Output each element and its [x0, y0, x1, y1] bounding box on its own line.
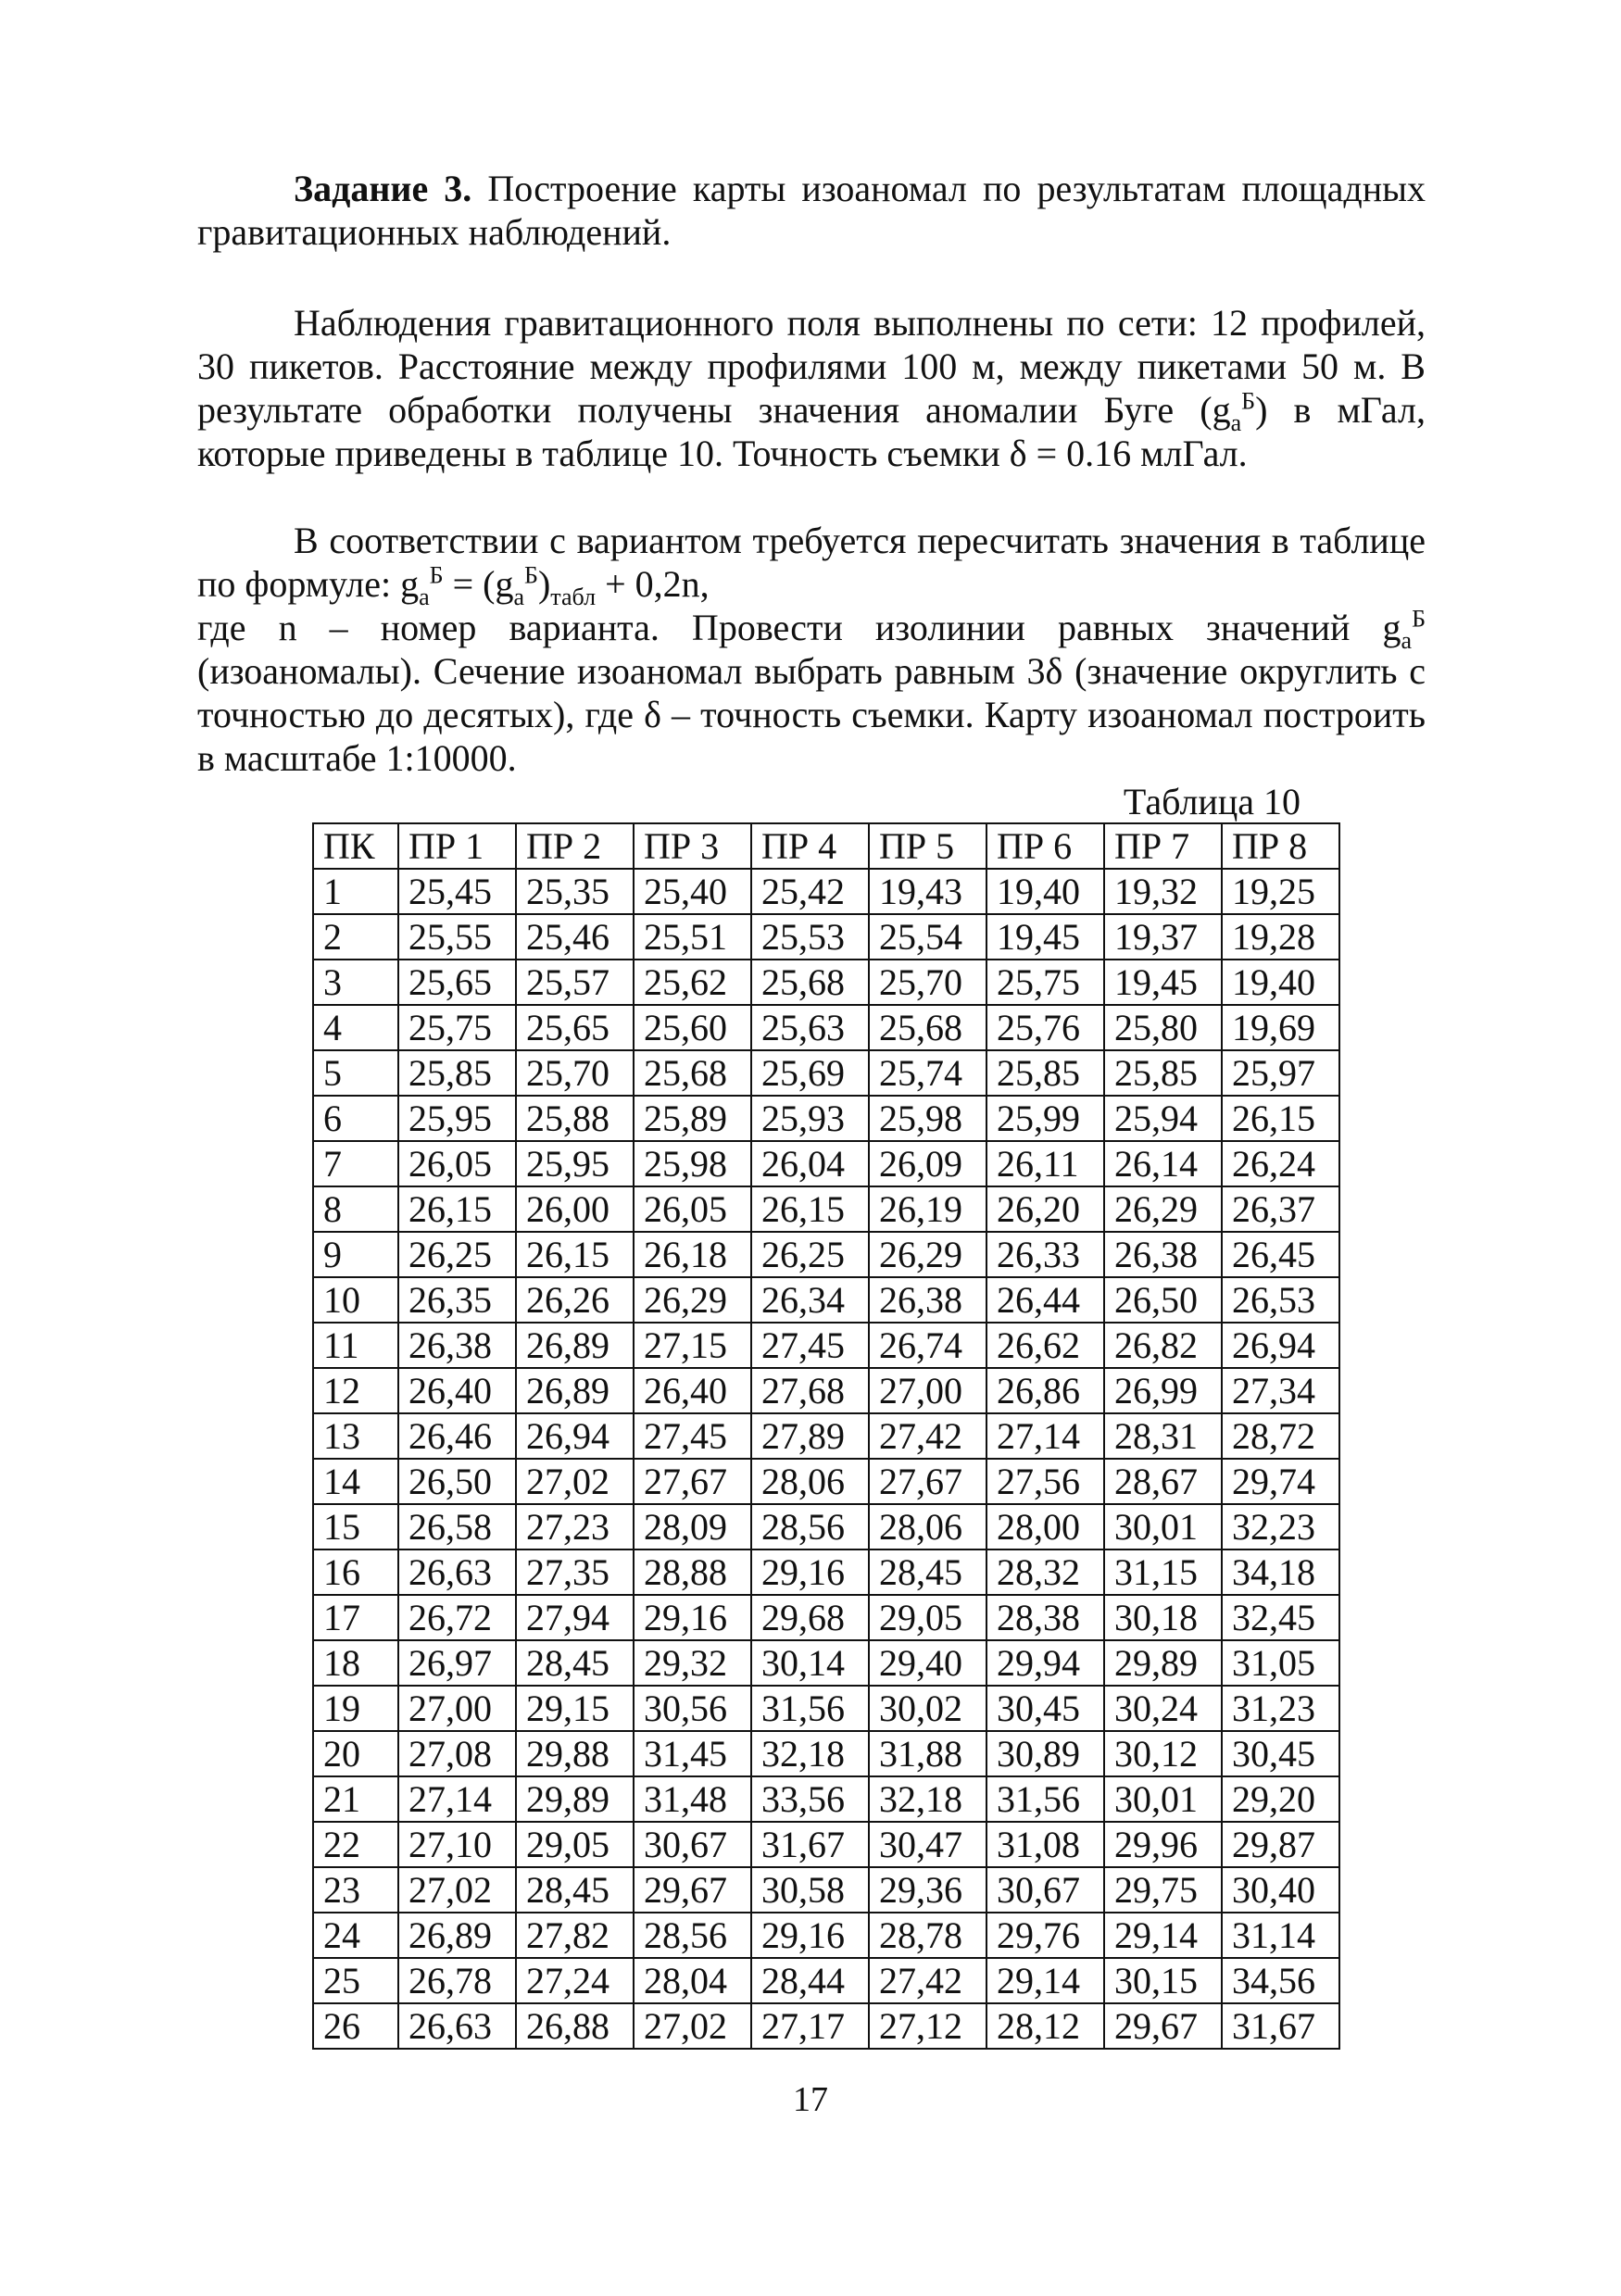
- anomaly-value-cell: 29,05: [869, 1595, 986, 1640]
- anomaly-value-cell: 26,97: [398, 1640, 516, 1686]
- anomaly-value-cell: 26,20: [986, 1186, 1104, 1232]
- picket-number-cell: 17: [313, 1595, 398, 1640]
- anomaly-value-cell: 26,15: [516, 1232, 634, 1277]
- anomaly-value-cell: 26,05: [634, 1186, 751, 1232]
- anomaly-value-cell: 25,75: [398, 1005, 516, 1050]
- anomaly-value-cell: 26,35: [398, 1277, 516, 1323]
- anomaly-value-cell: 27,68: [751, 1368, 869, 1413]
- subscript-a: a: [513, 583, 525, 610]
- anomaly-value-cell: 26,38: [1104, 1232, 1222, 1277]
- observation-text-b: ) в мГал, которые приведены в таблице 10. Точность съемки δ = 0.16 млГал.: [197, 389, 1426, 474]
- anomaly-value-cell: 34,56: [1222, 1958, 1339, 2003]
- table-row: [313, 1913, 1339, 1958]
- header-cell-profile: ПР 7: [1104, 823, 1222, 869]
- picket-number-cell: 5: [313, 1050, 398, 1096]
- anomaly-value-cell: 26,63: [398, 2003, 516, 2049]
- table-row: [313, 1549, 1339, 1595]
- picket-number-cell: 20: [313, 1731, 398, 1776]
- anomaly-value-cell: 30,45: [1222, 1731, 1339, 1776]
- anomaly-value-cell: 29,36: [869, 1867, 986, 1913]
- anomaly-value-cell: 26,15: [398, 1186, 516, 1232]
- anomaly-value-cell: 31,56: [751, 1686, 869, 1731]
- anomaly-value-cell: 29,88: [516, 1731, 634, 1776]
- anomaly-value-cell: 27,12: [869, 2003, 986, 2049]
- anomaly-value-cell: 19,43: [869, 869, 986, 914]
- table-row: [313, 1232, 1339, 1277]
- anomaly-value-cell: 25,65: [516, 1005, 634, 1050]
- anomaly-value-cell: 26,62: [986, 1323, 1104, 1368]
- anomaly-value-cell: 26,99: [1104, 1368, 1222, 1413]
- task-title: Задание 3.: [294, 168, 472, 209]
- anomaly-value-cell: 32,23: [1222, 1504, 1339, 1549]
- anomaly-value-cell: 31,48: [634, 1776, 751, 1822]
- anomaly-value-cell: 28,12: [986, 2003, 1104, 2049]
- anomaly-value-cell: 29,74: [1222, 1459, 1339, 1504]
- table-row: [313, 1141, 1339, 1186]
- header-cell-profile: ПР 6: [986, 823, 1104, 869]
- anomaly-value-cell: 29,05: [516, 1822, 634, 1867]
- anomaly-value-cell: 32,18: [869, 1776, 986, 1822]
- picket-number-cell: 24: [313, 1913, 398, 1958]
- anomaly-value-cell: 30,67: [986, 1867, 1104, 1913]
- table-body: [313, 869, 1339, 2049]
- picket-number-cell: 26: [313, 2003, 398, 2049]
- table-row: [313, 1368, 1339, 1413]
- picket-number-cell: 25: [313, 1958, 398, 2003]
- anomaly-value-cell: 32,18: [751, 1731, 869, 1776]
- anomaly-value-cell: 27,56: [986, 1459, 1104, 1504]
- anomaly-value-cell: 27,10: [398, 1822, 516, 1867]
- anomaly-value-cell: 30,18: [1104, 1595, 1222, 1640]
- anomaly-value-cell: 26,63: [398, 1549, 516, 1595]
- anomaly-value-cell: 19,28: [1222, 914, 1339, 960]
- anomaly-value-cell: 30,15: [1104, 1958, 1222, 2003]
- anomaly-value-cell: 25,54: [869, 914, 986, 960]
- anomaly-value-cell: 30,45: [986, 1686, 1104, 1731]
- anomaly-value-cell: 26,45: [1222, 1232, 1339, 1277]
- anomaly-value-cell: 30,14: [751, 1640, 869, 1686]
- anomaly-value-cell: 30,56: [634, 1686, 751, 1731]
- anomaly-value-cell: 25,75: [986, 960, 1104, 1005]
- anomaly-value-cell: 31,05: [1222, 1640, 1339, 1686]
- anomaly-value-cell: 26,38: [398, 1323, 516, 1368]
- anomaly-value-cell: 26,04: [751, 1141, 869, 1186]
- anomaly-value-cell: 27,89: [751, 1413, 869, 1459]
- table-row: [313, 1595, 1339, 1640]
- anomaly-value-cell: 31,88: [869, 1731, 986, 1776]
- table-row: [313, 1822, 1339, 1867]
- anomaly-value-cell: 28,31: [1104, 1413, 1222, 1459]
- table-row: [313, 914, 1339, 960]
- anomaly-value-cell: 29,14: [1104, 1913, 1222, 1958]
- anomaly-value-cell: 27,35: [516, 1549, 634, 1595]
- anomaly-value-cell: 26,19: [869, 1186, 986, 1232]
- anomaly-value-cell: 25,68: [869, 1005, 986, 1050]
- anomaly-value-cell: 26,40: [398, 1368, 516, 1413]
- anomaly-value-cell: 29,76: [986, 1913, 1104, 1958]
- anomaly-value-cell: 25,95: [516, 1141, 634, 1186]
- picket-number-cell: 4: [313, 1005, 398, 1050]
- anomaly-value-cell: 30,24: [1104, 1686, 1222, 1731]
- task-title-rest: Построение карты изоаномал по результатам площадных гравитационных наблюдений.: [197, 168, 1426, 253]
- anomaly-value-cell: 26,50: [398, 1459, 516, 1504]
- picket-number-cell: 18: [313, 1640, 398, 1686]
- anomaly-value-cell: 30,47: [869, 1822, 986, 1867]
- subscript-a: a: [419, 583, 430, 610]
- anomaly-value-cell: 26,37: [1222, 1186, 1339, 1232]
- anomaly-value-cell: 27,94: [516, 1595, 634, 1640]
- anomaly-value-cell: 26,46: [398, 1413, 516, 1459]
- anomaly-value-cell: 29,16: [751, 1913, 869, 1958]
- anomaly-value-cell: 25,99: [986, 1096, 1104, 1141]
- table-row: [313, 1958, 1339, 2003]
- anomaly-value-cell: 25,70: [516, 1050, 634, 1096]
- anomaly-value-cell: 26,33: [986, 1232, 1104, 1277]
- anomaly-value-cell: 26,44: [986, 1277, 1104, 1323]
- anomaly-value-cell: 25,70: [869, 960, 986, 1005]
- superscript-b: Б: [1412, 605, 1426, 633]
- header-cell-profile: ПР 1: [398, 823, 516, 869]
- formula-text-end: + 0,2n,: [596, 563, 710, 605]
- picket-number-cell: 6: [313, 1096, 398, 1141]
- anomaly-value-cell: 25,57: [516, 960, 634, 1005]
- table-row: [313, 1731, 1339, 1776]
- anomaly-value-cell: 25,94: [1104, 1096, 1222, 1141]
- table-row: [313, 1323, 1339, 1368]
- anomaly-value-cell: 28,04: [634, 1958, 751, 2003]
- anomaly-value-cell: 30,58: [751, 1867, 869, 1913]
- anomaly-value-cell: 26,15: [751, 1186, 869, 1232]
- anomaly-value-cell: 25,53: [751, 914, 869, 960]
- subscript-tabl: табл: [550, 583, 597, 610]
- anomaly-value-cell: 25,60: [634, 1005, 751, 1050]
- anomaly-value-cell: 25,93: [751, 1096, 869, 1141]
- anomaly-value-cell: 26,29: [634, 1277, 751, 1323]
- task-heading-paragraph: [197, 167, 1426, 254]
- anomaly-value-cell: 19,32: [1104, 869, 1222, 914]
- anomaly-value-cell: 27,08: [398, 1731, 516, 1776]
- anomaly-value-cell: 28,56: [751, 1504, 869, 1549]
- picket-number-cell: 10: [313, 1277, 398, 1323]
- picket-number-cell: 2: [313, 914, 398, 960]
- anomaly-value-cell: 27,00: [398, 1686, 516, 1731]
- anomaly-value-cell: 28,09: [634, 1504, 751, 1549]
- anomaly-value-cell: 27,00: [869, 1368, 986, 1413]
- anomaly-value-cell: 29,87: [1222, 1822, 1339, 1867]
- header-cell-profile: ПР 5: [869, 823, 986, 869]
- anomaly-value-cell: 29,94: [986, 1640, 1104, 1686]
- anomaly-value-cell: 32,45: [1222, 1595, 1339, 1640]
- table-row: [313, 1504, 1339, 1549]
- table-row: [313, 2003, 1339, 2049]
- picket-number-cell: 8: [313, 1186, 398, 1232]
- anomaly-value-cell: 19,37: [1104, 914, 1222, 960]
- anomaly-value-cell: 31,67: [1222, 2003, 1339, 2049]
- formula-text-mid: = (g: [443, 563, 514, 605]
- anomaly-value-cell: 30,40: [1222, 1867, 1339, 1913]
- anomaly-value-cell: 29,40: [869, 1640, 986, 1686]
- anomaly-value-cell: 31,08: [986, 1822, 1104, 1867]
- anomaly-value-cell: 29,68: [751, 1595, 869, 1640]
- header-cell-profile: ПР 4: [751, 823, 869, 869]
- anomaly-value-cell: 29,15: [516, 1686, 634, 1731]
- picket-number-cell: 7: [313, 1141, 398, 1186]
- anomaly-value-cell: 27,82: [516, 1913, 634, 1958]
- picket-number-cell: 15: [313, 1504, 398, 1549]
- anomaly-value-cell: 27,14: [986, 1413, 1104, 1459]
- anomaly-value-cell: 25,85: [986, 1050, 1104, 1096]
- anomaly-value-cell: 28,88: [634, 1549, 751, 1595]
- anomaly-value-cell: 27,17: [751, 2003, 869, 2049]
- anomaly-value-cell: 26,29: [869, 1232, 986, 1277]
- table-row: [313, 1096, 1339, 1141]
- anomaly-value-cell: 30,67: [634, 1822, 751, 1867]
- anomaly-value-cell: 26,00: [516, 1186, 634, 1232]
- anomaly-value-cell: 29,16: [634, 1595, 751, 1640]
- anomaly-value-cell: 27,24: [516, 1958, 634, 2003]
- anomaly-value-cell: 30,12: [1104, 1731, 1222, 1776]
- anomaly-value-cell: 29,89: [516, 1776, 634, 1822]
- instruction-text-b: (изоаномалы). Сечение изоаномал выбрать равным 3δ (значение округлить с точностью до десятых), где δ – точность съемки. Карту изоаномал построить в масштабе 1:10000.: [197, 650, 1426, 779]
- anomaly-value-cell: 25,42: [751, 869, 869, 914]
- anomaly-value-cell: 26,86: [986, 1368, 1104, 1413]
- anomaly-value-cell: 29,75: [1104, 1867, 1222, 1913]
- anomaly-value-cell: 28,45: [869, 1549, 986, 1595]
- anomaly-value-cell: 25,62: [634, 960, 751, 1005]
- anomaly-value-cell: 26,24: [1222, 1141, 1339, 1186]
- table-row: [313, 1867, 1339, 1913]
- anomaly-value-cell: 25,63: [751, 1005, 869, 1050]
- table-row: [313, 1459, 1339, 1504]
- anomaly-value-cell: 28,38: [986, 1595, 1104, 1640]
- anomaly-value-cell: 25,35: [516, 869, 634, 914]
- anomaly-value-cell: 27,42: [869, 1958, 986, 2003]
- anomaly-value-cell: 28,78: [869, 1913, 986, 1958]
- anomaly-value-cell: 25,45: [398, 869, 516, 914]
- anomaly-value-cell: 26,89: [516, 1323, 634, 1368]
- instruction-text-a: где n – номер варианта. Провести изолинии равных значений g: [197, 607, 1401, 648]
- anomaly-value-cell: 27,34: [1222, 1368, 1339, 1413]
- anomaly-value-cell: 25,68: [751, 960, 869, 1005]
- observation-text-a: Наблюдения гравитационного поля выполнены по сети: 12 профилей, 30 пикетов. Расстояние между профилями 100 м, между пикетами 50 м. В результате обработки получены значения аномалии Буге (g: [197, 302, 1426, 431]
- table-row: [313, 1277, 1339, 1323]
- anomaly-value-cell: 31,15: [1104, 1549, 1222, 1595]
- anomaly-value-cell: 26,25: [398, 1232, 516, 1277]
- anomaly-value-cell: 26,05: [398, 1141, 516, 1186]
- anomaly-value-cell: 25,69: [751, 1050, 869, 1096]
- anomaly-value-cell: 26,09: [869, 1141, 986, 1186]
- anomaly-value-cell: 29,14: [986, 1958, 1104, 2003]
- picket-number-cell: 13: [313, 1413, 398, 1459]
- anomaly-value-cell: 27,15: [634, 1323, 751, 1368]
- anomaly-value-cell: 25,76: [986, 1005, 1104, 1050]
- anomaly-value-cell: 26,50: [1104, 1277, 1222, 1323]
- table-row: [313, 1640, 1339, 1686]
- anomaly-value-cell: 26,15: [1222, 1096, 1339, 1141]
- anomaly-value-cell: 26,14: [1104, 1141, 1222, 1186]
- anomaly-value-cell: 19,69: [1222, 1005, 1339, 1050]
- anomaly-value-cell: 27,45: [751, 1323, 869, 1368]
- anomaly-value-cell: 33,56: [751, 1776, 869, 1822]
- table-row: [313, 960, 1339, 1005]
- superscript-b: Б: [524, 561, 538, 589]
- formula-text-a: В соответствии с вариантом требуется пересчитать значения в таблице по формуле: g: [197, 520, 1426, 605]
- header-cell-profile: ПР 8: [1222, 823, 1339, 869]
- anomaly-value-cell: 19,40: [986, 869, 1104, 914]
- picket-number-cell: 12: [313, 1368, 398, 1413]
- anomaly-value-cell: 26,18: [634, 1232, 751, 1277]
- formula-paragraph: [197, 519, 1426, 610]
- anomaly-value-cell: 26,72: [398, 1595, 516, 1640]
- anomaly-value-cell: 25,89: [634, 1096, 751, 1141]
- table-row: [313, 1050, 1339, 1096]
- anomaly-value-cell: 29,20: [1222, 1776, 1339, 1822]
- picket-number-cell: 3: [313, 960, 398, 1005]
- anomaly-value-cell: 28,00: [986, 1504, 1104, 1549]
- anomaly-value-cell: 26,25: [751, 1232, 869, 1277]
- anomaly-value-cell: 28,67: [1104, 1459, 1222, 1504]
- table-header-row: [313, 823, 1339, 869]
- table-row: [313, 1776, 1339, 1822]
- anomaly-value-cell: 25,55: [398, 914, 516, 960]
- anomaly-value-cell: 26,29: [1104, 1186, 1222, 1232]
- anomaly-value-cell: 26,53: [1222, 1277, 1339, 1323]
- picket-number-cell: 14: [313, 1459, 398, 1504]
- anomaly-value-cell: 26,94: [1222, 1323, 1339, 1368]
- anomaly-value-cell: 25,51: [634, 914, 751, 960]
- table-row: [313, 1186, 1339, 1232]
- formula-paren: ): [537, 563, 551, 605]
- anomaly-value-cell: 26,94: [516, 1413, 634, 1459]
- picket-number-cell: 19: [313, 1686, 398, 1731]
- anomaly-value-cell: 29,67: [1104, 2003, 1222, 2049]
- picket-number-cell: 22: [313, 1822, 398, 1867]
- anomaly-value-cell: 27,67: [869, 1459, 986, 1504]
- picket-number-cell: 23: [313, 1867, 398, 1913]
- anomaly-value-cell: 25,85: [1104, 1050, 1222, 1096]
- anomaly-value-cell: 26,11: [986, 1141, 1104, 1186]
- anomaly-value-cell: 26,38: [869, 1277, 986, 1323]
- header-cell-pk: ПК: [313, 823, 398, 869]
- anomaly-value-cell: 25,80: [1104, 1005, 1222, 1050]
- anomaly-value-cell: 31,45: [634, 1731, 751, 1776]
- page-number: 17: [793, 2080, 828, 2119]
- anomaly-value-cell: 25,65: [398, 960, 516, 1005]
- anomaly-value-cell: 19,45: [986, 914, 1104, 960]
- anomaly-value-cell: 27,23: [516, 1504, 634, 1549]
- anomaly-value-cell: 26,88: [516, 2003, 634, 2049]
- anomaly-value-cell: 25,74: [869, 1050, 986, 1096]
- table-caption: Таблица 10: [1123, 781, 1301, 822]
- anomaly-value-cell: 28,44: [751, 1958, 869, 2003]
- anomaly-value-cell: 28,32: [986, 1549, 1104, 1595]
- table-row: [313, 1686, 1339, 1731]
- anomaly-value-cell: 19,45: [1104, 960, 1222, 1005]
- anomaly-value-cell: 28,56: [634, 1913, 751, 1958]
- anomaly-value-cell: 34,18: [1222, 1549, 1339, 1595]
- anomaly-value-cell: 29,32: [634, 1640, 751, 1686]
- anomaly-value-cell: 28,45: [516, 1640, 634, 1686]
- subscript-a: a: [1230, 409, 1242, 436]
- anomaly-value-cell: 25,85: [398, 1050, 516, 1096]
- anomaly-value-cell: 26,78: [398, 1958, 516, 2003]
- anomaly-value-cell: 29,67: [634, 1867, 751, 1913]
- anomaly-value-cell: 25,97: [1222, 1050, 1339, 1096]
- anomaly-value-cell: 25,40: [634, 869, 751, 914]
- anomaly-value-cell: 27,67: [634, 1459, 751, 1504]
- picket-number-cell: 21: [313, 1776, 398, 1822]
- anomaly-value-cell: 25,46: [516, 914, 634, 960]
- table-row: [313, 1413, 1339, 1459]
- anomaly-value-cell: 31,56: [986, 1776, 1104, 1822]
- header-cell-profile: ПР 3: [634, 823, 751, 869]
- anomaly-value-cell: 26,89: [516, 1368, 634, 1413]
- anomaly-table: [312, 822, 1340, 2050]
- anomaly-value-cell: 28,72: [1222, 1413, 1339, 1459]
- anomaly-value-cell: 26,82: [1104, 1323, 1222, 1368]
- picket-number-cell: 1: [313, 869, 398, 914]
- anomaly-value-cell: 27,02: [398, 1867, 516, 1913]
- anomaly-value-cell: 26,34: [751, 1277, 869, 1323]
- anomaly-value-cell: 30,01: [1104, 1776, 1222, 1822]
- anomaly-value-cell: 29,16: [751, 1549, 869, 1595]
- anomaly-value-cell: 30,89: [986, 1731, 1104, 1776]
- anomaly-value-cell: 30,02: [869, 1686, 986, 1731]
- anomaly-value-cell: 26,58: [398, 1504, 516, 1549]
- anomaly-value-cell: 19,40: [1222, 960, 1339, 1005]
- anomaly-value-cell: 26,26: [516, 1277, 634, 1323]
- table-row: [313, 869, 1339, 914]
- anomaly-value-cell: 27,45: [634, 1413, 751, 1459]
- observation-paragraph: [197, 301, 1426, 475]
- anomaly-value-cell: 29,96: [1104, 1822, 1222, 1867]
- instruction-paragraph: [197, 606, 1426, 780]
- superscript-b: Б: [1241, 387, 1256, 415]
- picket-number-cell: 11: [313, 1323, 398, 1368]
- anomaly-value-cell: 26,89: [398, 1913, 516, 1958]
- anomaly-value-cell: 25,88: [516, 1096, 634, 1141]
- anomaly-value-cell: 27,02: [516, 1459, 634, 1504]
- anomaly-value-cell: 26,74: [869, 1323, 986, 1368]
- header-cell-profile: ПР 2: [516, 823, 634, 869]
- anomaly-value-cell: 27,42: [869, 1413, 986, 1459]
- anomaly-value-cell: 27,14: [398, 1776, 516, 1822]
- anomaly-value-cell: 25,68: [634, 1050, 751, 1096]
- anomaly-value-cell: 31,14: [1222, 1913, 1339, 1958]
- table-row: [313, 1005, 1339, 1050]
- anomaly-value-cell: 28,06: [751, 1459, 869, 1504]
- anomaly-value-cell: 25,95: [398, 1096, 516, 1141]
- picket-number-cell: 16: [313, 1549, 398, 1595]
- subscript-a: a: [1401, 627, 1413, 654]
- anomaly-value-cell: 31,23: [1222, 1686, 1339, 1731]
- anomaly-value-cell: 27,02: [634, 2003, 751, 2049]
- anomaly-value-cell: 29,89: [1104, 1640, 1222, 1686]
- anomaly-value-cell: 31,67: [751, 1822, 869, 1867]
- anomaly-value-cell: 25,98: [869, 1096, 986, 1141]
- anomaly-value-cell: 26,40: [634, 1368, 751, 1413]
- anomaly-value-cell: 19,25: [1222, 869, 1339, 914]
- anomaly-value-cell: 28,45: [516, 1867, 634, 1913]
- superscript-b: Б: [429, 561, 444, 589]
- picket-number-cell: 9: [313, 1232, 398, 1277]
- anomaly-value-cell: 28,06: [869, 1504, 986, 1549]
- anomaly-value-cell: 25,98: [634, 1141, 751, 1186]
- anomaly-value-cell: 30,01: [1104, 1504, 1222, 1549]
